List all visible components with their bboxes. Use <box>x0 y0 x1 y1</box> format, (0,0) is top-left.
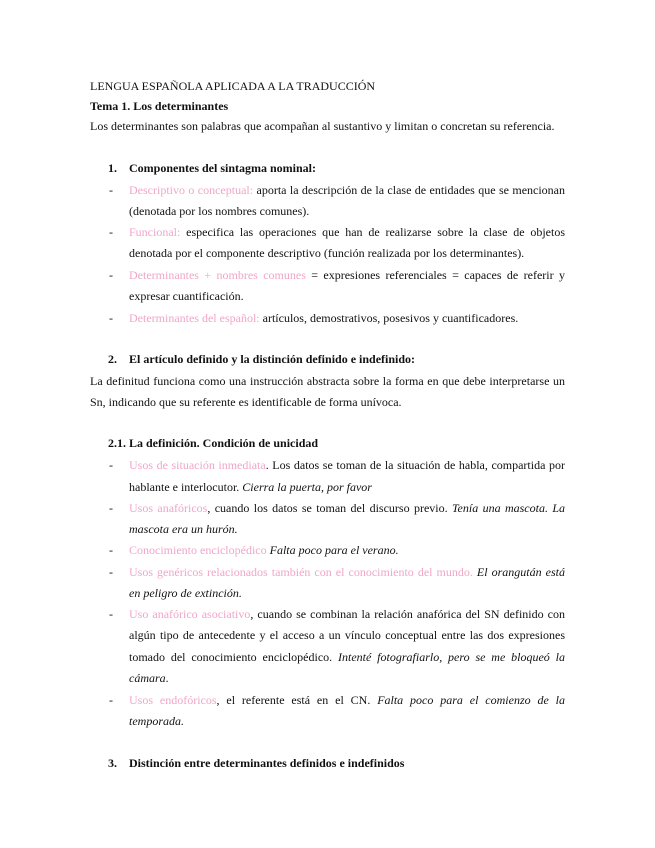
section-1-number: 1. <box>108 161 117 175</box>
bullet: - <box>109 565 113 579</box>
list-item-text: artículos, demostrativos, posesivos y cuantificadores. <box>262 311 519 325</box>
list-item-line <box>129 650 565 664</box>
term: Usos anafóricos <box>129 501 208 515</box>
list-item-line <box>129 565 565 579</box>
example-sentence: en peligro de extinción. <box>129 586 242 600</box>
list-item-line <box>129 693 565 707</box>
bullet: - <box>109 607 113 621</box>
bullet: - <box>109 501 113 515</box>
term: Funcional: <box>129 225 181 239</box>
bullet: - <box>109 458 113 472</box>
list-item-line <box>129 671 169 685</box>
term: Conocimiento enciclopédico <box>129 543 267 557</box>
bullet: - <box>109 225 113 239</box>
list-item-line <box>129 480 372 494</box>
example-sentence: Intenté fotografiarlo, pero se me bloqueó la <box>338 650 565 664</box>
example-sentence: mascota era un hurón. <box>129 522 238 536</box>
term: Usos de situación inmediata <box>129 458 266 472</box>
list-item-line: denotada por el componente descriptivo (función realizada por los determinantes). <box>129 246 525 260</box>
intro-paragraph: Los determinantes son palabras que acompañan al sustantivo y limitan o concretan su referencia. <box>90 119 555 133</box>
bullet: - <box>109 543 113 557</box>
list-item-text: , cuando los datos se toman del discurso previo. <box>207 501 452 515</box>
tema-heading: Tema 1. Los determinantes <box>90 99 229 113</box>
list-item-line: algún tipo de antecedente y el acceso a un vínculo conceptual entre las dos expresiones <box>129 628 565 642</box>
list-item-text: hablante e interlocutor. <box>129 480 243 494</box>
list-item-line <box>129 311 518 325</box>
list-item-line <box>129 458 565 472</box>
list-item-line <box>129 501 565 515</box>
list-item-line <box>129 543 399 557</box>
list-item-text: , cuando se combinan la relación anafórica del SN definido con <box>250 607 565 621</box>
section-2-1-title: 2.1. La definición. Condición de unicidad <box>108 436 319 450</box>
bullet: - <box>109 311 113 325</box>
section-2-title: El artículo definido y la distinción definido e indefinido: <box>129 352 416 366</box>
term: Usos endofóricos <box>129 693 217 707</box>
list-item-text: tomado del conocimiento enciclopédico. <box>129 650 339 664</box>
example-sentence: El orangután está <box>472 565 566 579</box>
list-item-line <box>129 183 565 197</box>
example-sentence: Tenía una mascota. La <box>451 501 565 515</box>
bullet: - <box>109 268 113 282</box>
term: Uso anafórico asociativo <box>129 607 251 621</box>
example-sentence: Falta poco para el comienzo de la <box>377 693 566 707</box>
bullet: - <box>109 693 113 707</box>
example-sentence: Falta poco para el verano. <box>266 543 399 557</box>
list-item-text: , el referente está en el CN. <box>216 693 378 707</box>
term: Determinantes + nombres comunes <box>129 268 306 282</box>
list-item-text: = expresiones referenciales = capaces de referir y <box>311 268 565 282</box>
section-3-number: 3. <box>108 756 117 770</box>
list-item-line: expresar cuantificación. <box>129 289 244 303</box>
section-2-paragraph-line: La definitud funciona como una instrucción abstracta sobre la forma en que debe interpretarse un <box>90 374 565 388</box>
list-item-line <box>129 225 565 239</box>
section-1-title: Componentes del sintagma nominal: <box>129 161 317 175</box>
example-sentence: cámara <box>129 671 166 685</box>
list-item-line <box>129 607 565 621</box>
list-item-line: (denotada por los nombres comunes). <box>129 204 310 218</box>
list-item-text: especifica las operaciones que han de realizarse sobre la clase de objetos <box>186 225 565 239</box>
list-item-text: . <box>165 671 169 685</box>
course-title: LENGUA ESPAÑOLA APLICADA A LA TRADUCCIÓN <box>90 79 376 93</box>
section-2-number: 2. <box>108 352 117 366</box>
section-3-title: Distinción entre determinantes definidos e indefinidos <box>129 756 405 770</box>
term: Usos genéricos relacionados también con el conocimiento del mundo. <box>129 565 473 579</box>
list-item-line <box>129 268 565 282</box>
term: Descriptivo o conceptual: <box>129 183 254 197</box>
term: Determinantes del español: <box>129 311 260 325</box>
example-sentence: temporada. <box>129 714 184 728</box>
section-2-paragraph-line: Sn, indicando que su referente es identificable de forma unívoca. <box>90 395 402 409</box>
list-item-text: . Los datos se toman de la situación de habla, compartida por <box>265 458 565 472</box>
list-item-text: aporta la descripción de la clase de entidades que se mencionan <box>256 183 566 197</box>
bullet: - <box>109 183 113 197</box>
example-sentence: Cierra la puerta, por favor <box>242 480 372 494</box>
